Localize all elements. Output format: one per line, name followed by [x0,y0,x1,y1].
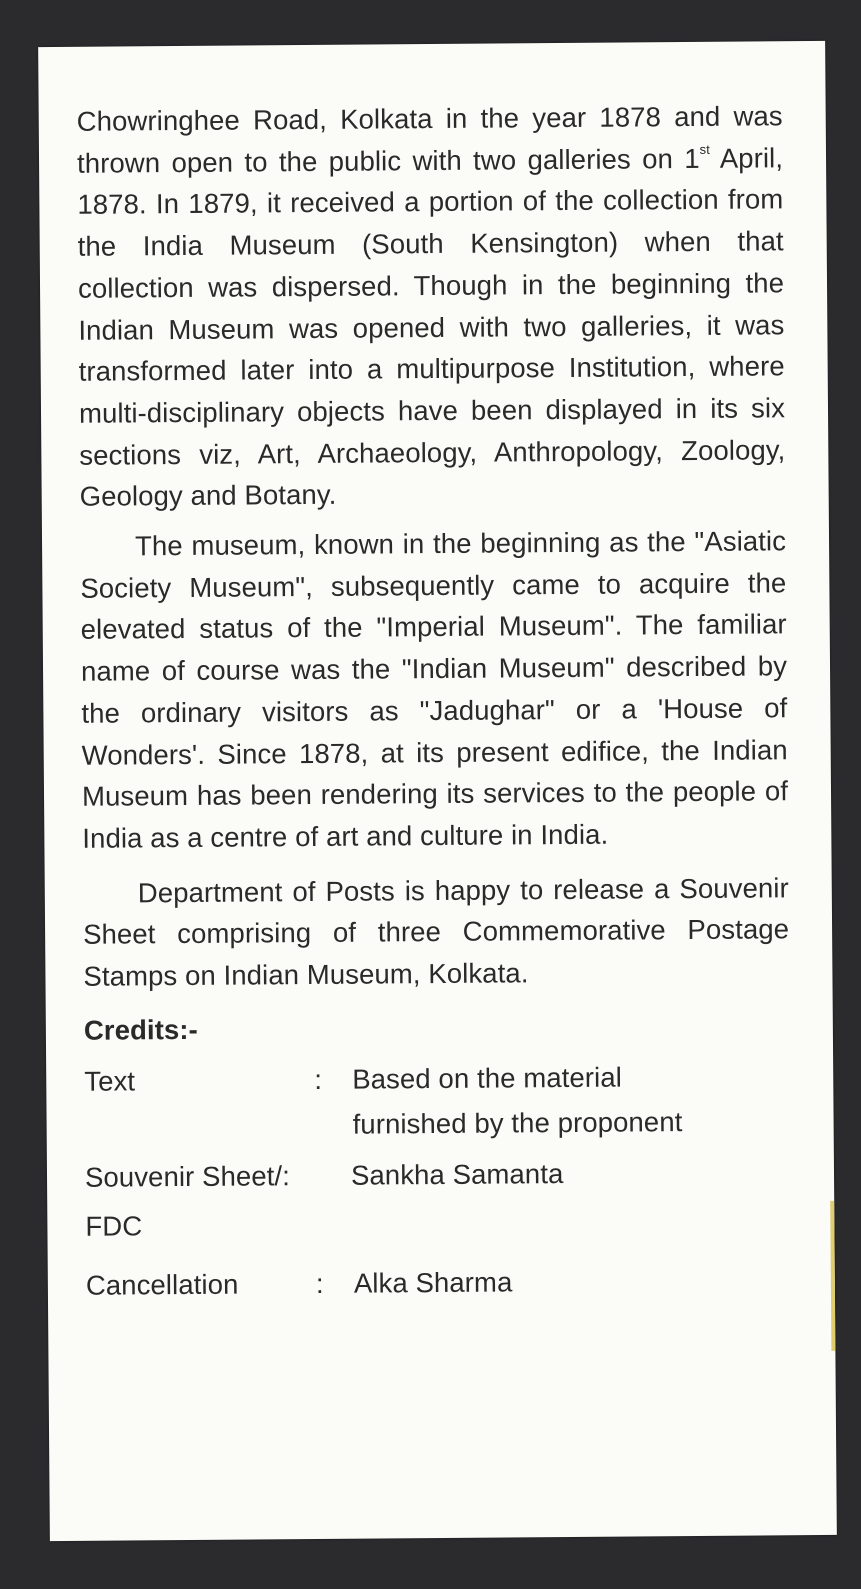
credit-value-souvenir-sheet: Sankha Samanta [350,1157,564,1191]
paragraph-history-start: Chowringhee Road, Kolkata in the year 1878 and was thrown open to the public with two galleries on 1 [76,100,783,179]
credit-colon: : [315,1267,324,1299]
brochure-page [38,41,837,1541]
credit-row-fdc [85,1198,791,1249]
credit-colon: : [314,1063,323,1095]
paragraph-history [77,95,786,518]
credit-value-cancellation: Alka Sharma [353,1266,513,1299]
credit-value-text-line2: furnished by the proponent [352,1105,683,1140]
credit-value-text [352,1053,791,1146]
ordinal-superscript: st [699,141,710,157]
paragraph-souvenir-release: Department of Posts is happy to release a Souvenir Sheet comprising of three Commemorative Postage Stamps on Indian Museum, Kolkata. [82,871,790,992]
paragraph-museum-names: The museum, known in the beginning as the "Asiatic Society Museum", subsequently came to acquire the elevated status of the "Imperial Museum". The familiar name of course was the "Indian Museum" described by the ordinary visitors as "Jadughar" or a 'House of Wonders'. Since 1878, at its present edifice, the Indian Museum has been rendering its services to the people of India as a centre of art and culture in India. [80,525,789,854]
brochure-text [77,95,792,1307]
credits-list [84,1053,792,1308]
credit-label-fdc: FDC [85,1210,143,1242]
credit-label-souvenir-sheet: Souvenir Sheet/: [84,1159,291,1193]
credit-label-cancellation: Cancellation [85,1268,239,1301]
credit-label-text: Text [84,1065,136,1097]
credits-heading: Credits:- [83,1013,198,1046]
page-edge-strip [830,1201,835,1351]
credit-row-cancellation [86,1257,792,1308]
credit-row-souvenir-sheet [85,1149,791,1200]
paragraph-history-rest: April, 1878. In 1879, it received a portion of the collection from the India Museum (South Kensington) when that collection was dispersed. Though in the beginning the Indian Museum was opened with two galleries, it was transformed later into a multipurpose Institution, where multi-disciplinary objects have been displayed in its six sections viz, Art, Archaeology, Anthropology, Zoology, Geology and Botany. [77,141,786,513]
credit-row-text [84,1053,791,1149]
credit-value-text-line1: Based on the material [352,1061,622,1095]
